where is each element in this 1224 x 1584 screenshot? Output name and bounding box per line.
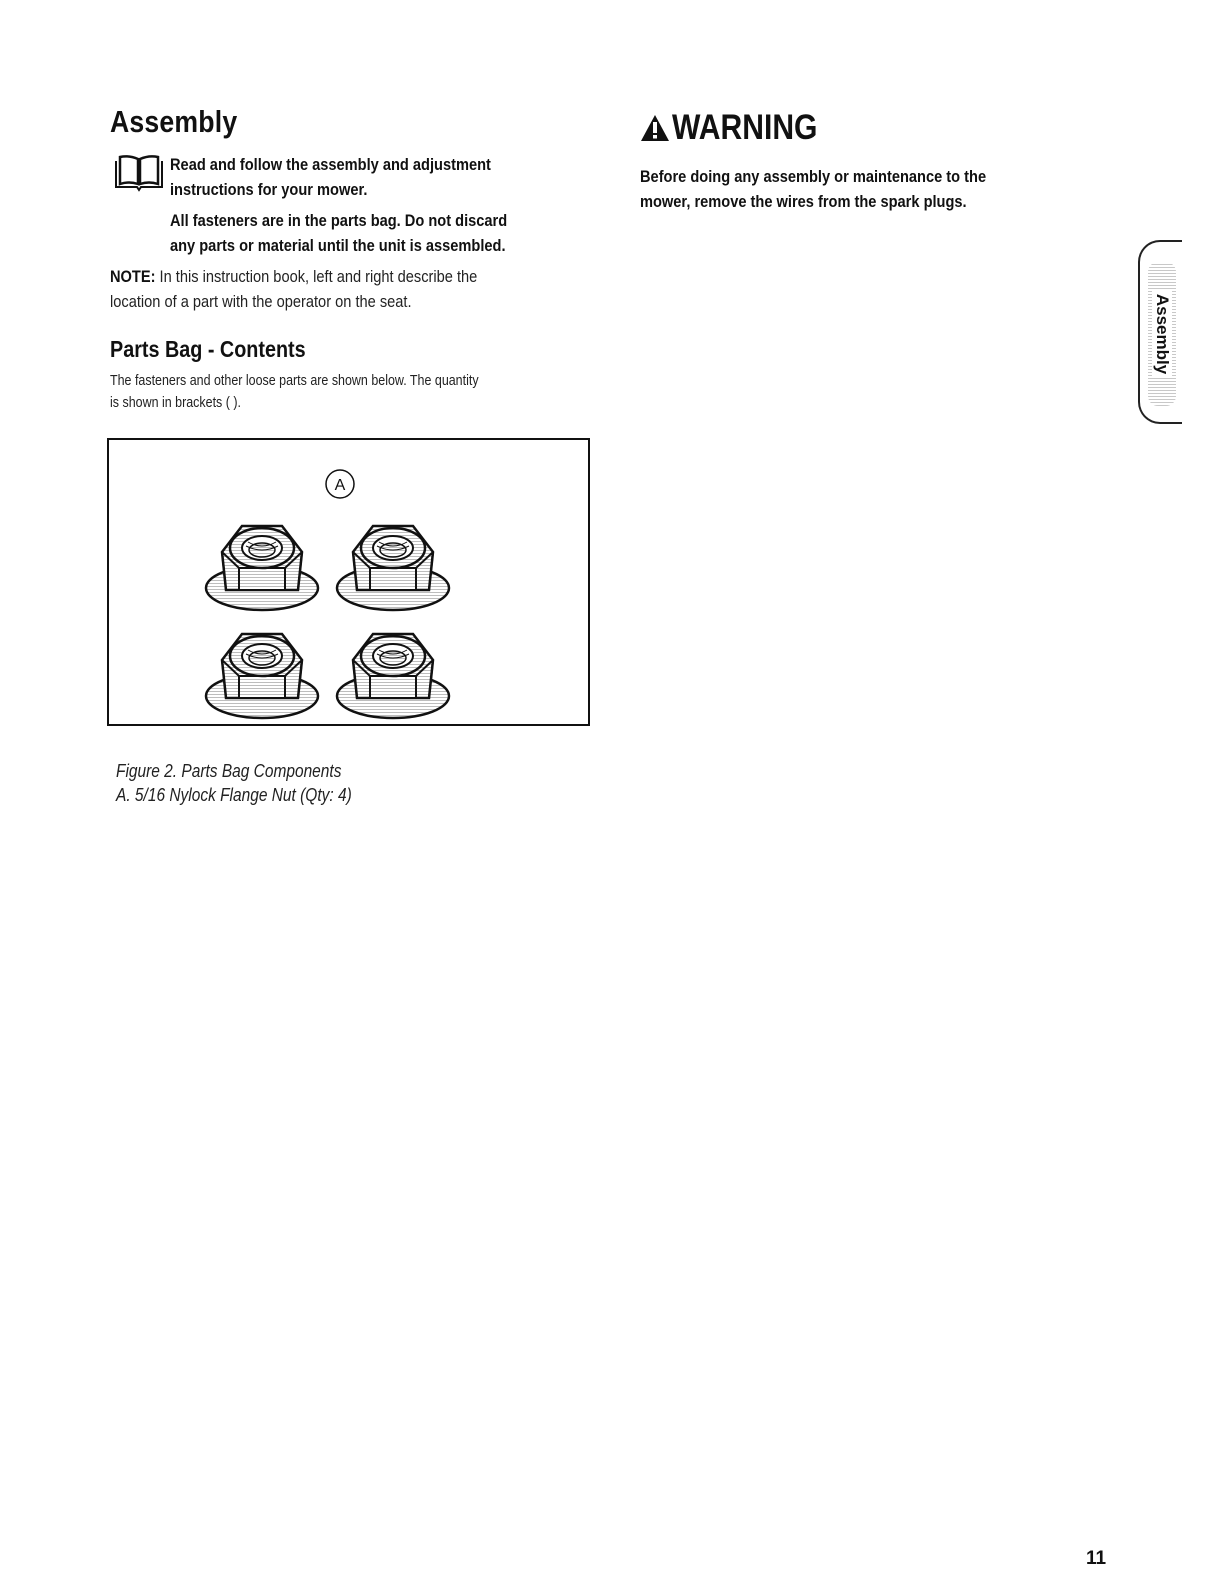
flange-nut-icon	[206, 526, 318, 610]
figure-caption: Figure 2. Parts Bag Components A. 5/16 Nylock Flange Nut (Qty: 4)	[116, 761, 352, 805]
fasteners-text: All fasteners are in the parts bag. Do not discard any parts or material until the unit is assembled.	[170, 211, 508, 255]
warning-text: Before doing any assembly or maintenance to the mower, remove the wires from the spark plugs.	[640, 167, 987, 211]
side-tab-assembly	[1138, 240, 1182, 424]
svg-text:A: A	[334, 477, 346, 494]
flange-nut-icon	[337, 526, 449, 610]
note-text: NOTE: In this instruction book, left and right describe the location of a part with the operator on the seat.	[110, 267, 478, 311]
flange-nut-icon	[337, 634, 449, 718]
page-number: 11	[1086, 1548, 1107, 1569]
warning-heading	[640, 108, 841, 148]
parts-bag-heading: Parts Bag - Contents	[110, 336, 306, 362]
warning-triangle-icon	[640, 114, 670, 142]
parts-figure	[107, 438, 590, 726]
warning-title: WARNING	[672, 108, 818, 147]
flange-nut-icon	[206, 634, 318, 718]
book-icon	[112, 153, 166, 193]
parts-bag-description: The fasteners and other loose parts are shown below. The quantity is shown in brackets ( ).	[110, 373, 479, 411]
note-label: NOTE:	[110, 267, 156, 286]
callout-a	[326, 470, 354, 498]
read-instructions-text: Read and follow the assembly and adjustment instructions for your mower.	[170, 155, 491, 199]
side-tab-label: Assembly	[1152, 291, 1172, 377]
section-title: Assembly	[110, 104, 238, 139]
